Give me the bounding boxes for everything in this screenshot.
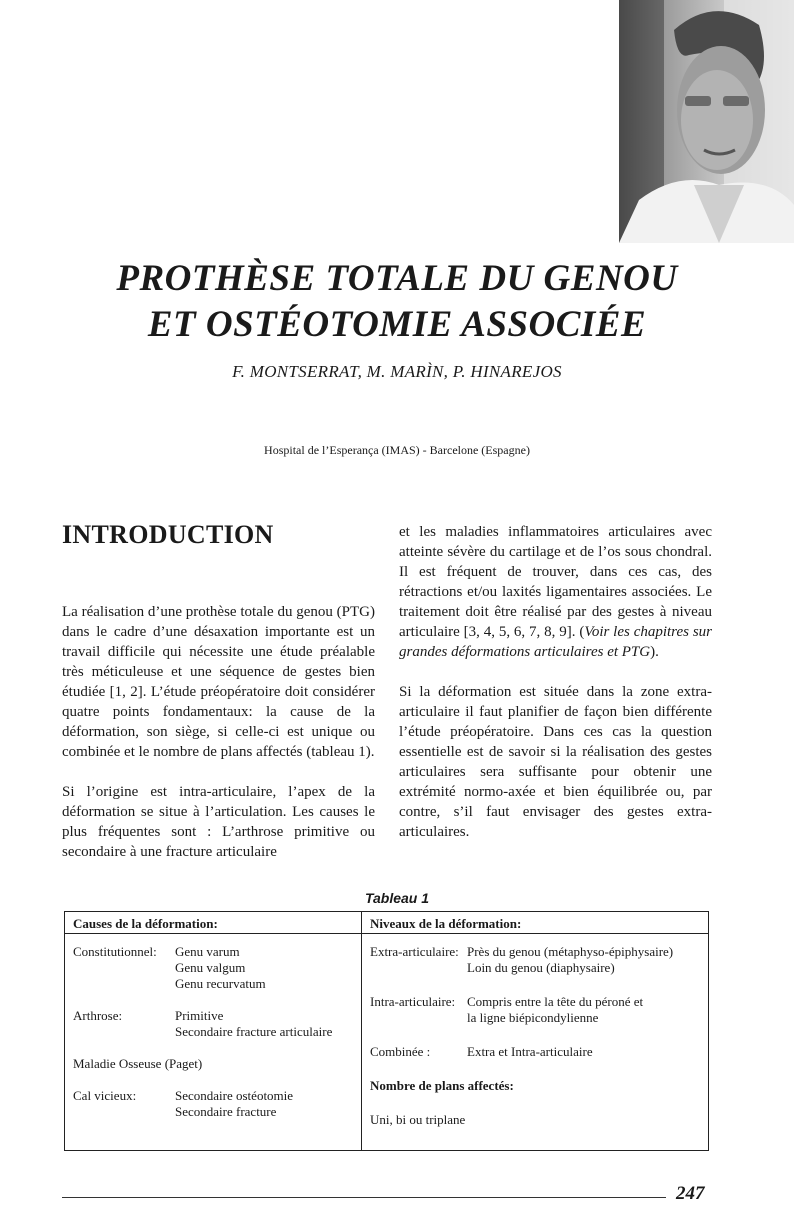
intra-label-spacer <box>370 1010 467 1026</box>
cal-row <box>73 1088 353 1120</box>
intra-value-1: Compris entre la tête du péroné et <box>467 994 644 1009</box>
table-left-column <box>65 912 362 1150</box>
plans-row <box>370 1112 700 1128</box>
value-genu-varum: Genu varum <box>175 944 240 959</box>
combinee-label: Combinée : <box>370 1044 431 1059</box>
intra-row-2 <box>370 1010 700 1026</box>
title-line-2: ET OSTÉOTOMIE ASSOCIÉE <box>147 304 647 345</box>
cal-label: Cal vicieux: <box>73 1088 137 1103</box>
value-genu-recurvatum: Genu recurvatum <box>175 976 266 991</box>
affiliation: Hospital de l’Esperança (IMAS) - Barcelone (Espagne) <box>264 443 530 457</box>
table-1 <box>64 911 709 1151</box>
value-secondaire-fracture: Secondaire fracture <box>175 1104 277 1119</box>
value-primitive: Primitive <box>175 1008 224 1023</box>
extra-values <box>467 944 673 960</box>
plans-value: Uni, bi ou triplane <box>370 1112 466 1127</box>
author-photo <box>619 0 794 243</box>
combinee-value: Extra et Intra-articulaire <box>467 1044 593 1059</box>
maladie-label: Maladie Osseuse (Paget) <box>73 1056 203 1071</box>
arthrose-label: Arthrose: <box>73 1008 123 1023</box>
paragraph-3-end: ). <box>650 644 659 660</box>
paragraph-3 <box>399 522 712 662</box>
combinee-row <box>370 1044 700 1060</box>
intra-values-2 <box>467 1010 598 1026</box>
causes-list <box>65 934 361 1120</box>
constitutionnel-row <box>73 944 353 992</box>
extra-row-2 <box>370 960 700 976</box>
arthrose-values <box>175 1008 332 1040</box>
paragraph-1: La réalisation d’une prothèse totale du genou (PTG) dans le cadre d’une désaxation importante est un travail difficile qui nécessite une étude préalable très méticuleuse et une séquence de gestes bien étudiée [1, 2]. L’étude préopératoire doit considérer quatre points fondamentaux: la cause de la déformation, son siège, si celle-ci est unique ou combinée et le nombre de plans affectés (tableau 1). <box>62 604 375 760</box>
value-secondaire-osteotomie: Secondaire ostéotomie <box>175 1088 294 1103</box>
intra-values <box>467 994 643 1010</box>
table-right-column <box>362 912 708 1150</box>
constitutionnel-values <box>175 944 266 992</box>
chapter-reference: Voir les chapitres sur grandes déformations articulaires et PTG <box>399 624 712 660</box>
authors: F. MONTSERRAT, M. MARÌN, P. HINAREJOS <box>232 362 562 381</box>
extra-row <box>370 944 700 960</box>
constitutionnel-label: Constitutionnel: <box>73 944 157 959</box>
extra-values-2 <box>467 960 615 976</box>
paragraph-4: Si la déformation est située dans la zone extra-articulaire il faut planifier de façon bien différente l’étude préopératoire. Dans ces cas la question essentielle est de savoir si la réalisation des gestes articulaires sera suffisante pour obtenir une extrémité normo-axée et bien équilibrée ou, par contre, s’il faut envisager des gestes extra-articulaires. <box>399 684 712 840</box>
plans-header-row <box>370 1078 700 1094</box>
extra-label-spacer <box>370 960 467 976</box>
paragraph-3-text: et les maladies inflammatoires articulaires avec atteinte sévère du cartilage et de l’os sous chondral. Il est fréquent de trouver, dans ces cas, des rétractions et/ou laxités ligamentaires associées. Le traitement doit être réalisé par des gestes à niveau articulaire [3, 4, 5, 6, 7, 8, 9]. ( <box>399 524 712 640</box>
levels-list <box>362 934 708 1128</box>
paragraph-2: Si l’origine est intra-articulaire, l’apex de la déformation se situe à l’articulation. Les causes le plus fréquentes sont : L’arthrose primitive ou secondaire à une fracture articulaire <box>62 784 375 860</box>
right-column <box>399 522 712 842</box>
value-genu-valgum: Genu valgum <box>175 960 246 975</box>
section-heading: INTRODUCTION <box>62 520 274 549</box>
extra-value-1: Près du genou (métaphyso-épiphysaire) <box>467 944 674 959</box>
cal-values <box>175 1088 293 1120</box>
value-secondaire-fracture-articulaire: Secondaire fracture articulaire <box>175 1024 333 1039</box>
title-line-1: PROTHÈSE TOTALE DU GENOU <box>116 258 678 299</box>
table-caption: Tableau 1 <box>364 890 430 906</box>
intra-label: Intra-articulaire: <box>370 994 456 1009</box>
maladie-row <box>73 1056 353 1072</box>
extra-label: Extra-articulaire: <box>370 944 459 959</box>
page-number: 247 <box>676 1183 705 1204</box>
intra-value-2: la ligne biépicondylienne <box>467 1010 599 1025</box>
left-column <box>62 520 375 862</box>
extra-value-2: Loin du genou (diaphysaire) <box>467 960 615 975</box>
right-header: Niveaux de la déformation: <box>362 912 708 934</box>
combinee-values <box>467 1044 593 1060</box>
plans-header: Nombre de plans affectés: <box>370 1078 514 1093</box>
intra-row <box>370 994 700 1010</box>
arthrose-row <box>73 1008 353 1040</box>
article-title <box>60 256 734 348</box>
left-header: Causes de la déformation: <box>65 912 361 934</box>
footer-rule <box>62 1197 666 1198</box>
